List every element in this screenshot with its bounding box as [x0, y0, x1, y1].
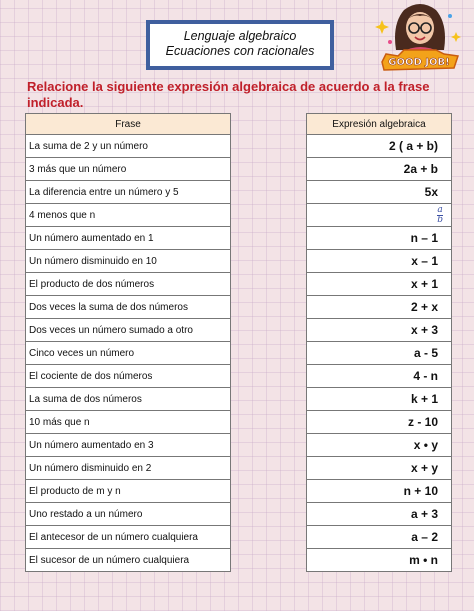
frase-cell[interactable]: El sucesor de un número cualquiera [26, 549, 231, 572]
expression-row [307, 181, 452, 204]
expression-cell[interactable]: 2 + x [307, 296, 452, 319]
expression-row [307, 250, 452, 273]
expression-row [307, 319, 452, 342]
expression-row [307, 434, 452, 457]
title-line-2: Ecuaciones con racionales [165, 44, 315, 58]
expression-row [307, 388, 452, 411]
frase-row [26, 526, 231, 549]
expression-cell[interactable]: n + 10 [307, 480, 452, 503]
expression-cell[interactable]: x • y [307, 434, 452, 457]
expression-row [307, 549, 452, 572]
frase-cell[interactable]: El antecesor de un número cualquiera [26, 526, 231, 549]
frase-row [26, 480, 231, 503]
expression-cell[interactable]: 4 - n [307, 365, 452, 388]
expression-row [307, 296, 452, 319]
expression-cell[interactable]: x + 1 [307, 273, 452, 296]
frase-header: Frase [26, 114, 231, 135]
expression-table [306, 113, 452, 572]
fraction-numerator: a [437, 204, 443, 215]
expression-cell[interactable]: 5x [307, 181, 452, 204]
frase-row [26, 250, 231, 273]
frase-row [26, 503, 231, 526]
expression-cell[interactable]: n – 1 [307, 227, 452, 250]
frase-row [26, 434, 231, 457]
expression-row [307, 204, 452, 227]
frase-cell[interactable]: Un número aumentado en 1 [26, 227, 231, 250]
expression-cell[interactable]: 2a + b [307, 158, 452, 181]
frase-row [26, 158, 231, 181]
frase-cell[interactable]: Dos veces un número sumado a otro [26, 319, 231, 342]
good-job-avatar [374, 2, 464, 72]
frase-cell[interactable]: 3 más que un número [26, 158, 231, 181]
expression-cell[interactable]: k + 1 [307, 388, 452, 411]
instruction-text: Relacione la siguiente expresión algebraica de acuerdo a la frase indicada. [27, 79, 430, 110]
frase-row [26, 457, 231, 480]
frase-row [26, 273, 231, 296]
frase-cell[interactable]: El producto de m y n [26, 480, 231, 503]
expression-cell[interactable]: m • n [307, 549, 452, 572]
expression-cell[interactable]: z - 10 [307, 411, 452, 434]
expression-cell[interactable]: a - 5 [307, 342, 452, 365]
expression-cell[interactable]: x + y [307, 457, 452, 480]
fraction-denominator: b [437, 214, 443, 225]
expression-row [307, 411, 452, 434]
frase-row [26, 342, 231, 365]
frase-cell[interactable]: El cociente de dos números [26, 365, 231, 388]
frase-cell[interactable]: 10 más que n [26, 411, 231, 434]
frase-row [26, 181, 231, 204]
frase-row [26, 227, 231, 250]
expression-cell[interactable]: a – 2 [307, 526, 452, 549]
frase-cell[interactable]: Un número disminuido en 10 [26, 250, 231, 273]
expression-cell[interactable]: a + 3 [307, 503, 452, 526]
frase-cell[interactable]: La suma de 2 y un número [26, 135, 231, 158]
frase-row [26, 365, 231, 388]
title-line-1: Lenguaje algebraico [183, 29, 297, 43]
frase-row [26, 411, 231, 434]
expression-row [307, 158, 452, 181]
frase-cell[interactable]: Uno restado a un número [26, 503, 231, 526]
frase-row [26, 135, 231, 158]
frase-cell[interactable]: Dos veces la suma de dos números [26, 296, 231, 319]
frase-cell[interactable]: Un número disminuido en 2 [26, 457, 231, 480]
expression-row [307, 503, 452, 526]
frase-cell[interactable]: La diferencia entre un número y 5 [26, 181, 231, 204]
frase-cell[interactable]: La suma de dos números [26, 388, 231, 411]
expression-row [307, 526, 452, 549]
expression-row [307, 342, 452, 365]
expression-row [307, 273, 452, 296]
frase-table [25, 113, 231, 572]
expression-row [307, 227, 452, 250]
frase-row [26, 319, 231, 342]
frase-row [26, 296, 231, 319]
good-job-text: GOOD JOB! [388, 57, 450, 68]
frase-cell[interactable]: El producto de dos números [26, 273, 231, 296]
expression-cell[interactable]: 2 ( a + b) [307, 135, 452, 158]
expression-cell[interactable]: x + 3 [307, 319, 452, 342]
frase-cell[interactable]: Un número aumentado en 3 [26, 434, 231, 457]
expression-cell[interactable] [307, 204, 452, 227]
frase-cell[interactable]: Cinco veces un número [26, 342, 231, 365]
fraction-a-over-b [436, 206, 444, 225]
title-box [146, 20, 334, 70]
expression-row [307, 365, 452, 388]
frase-cell[interactable]: 4 menos que n [26, 204, 231, 227]
expression-row [307, 480, 452, 503]
expression-cell[interactable]: x – 1 [307, 250, 452, 273]
frase-row [26, 388, 231, 411]
frase-row [26, 204, 231, 227]
expression-header: Expresión algebraica [307, 114, 452, 135]
expression-row [307, 457, 452, 480]
frase-row [26, 549, 231, 572]
expression-row [307, 135, 452, 158]
